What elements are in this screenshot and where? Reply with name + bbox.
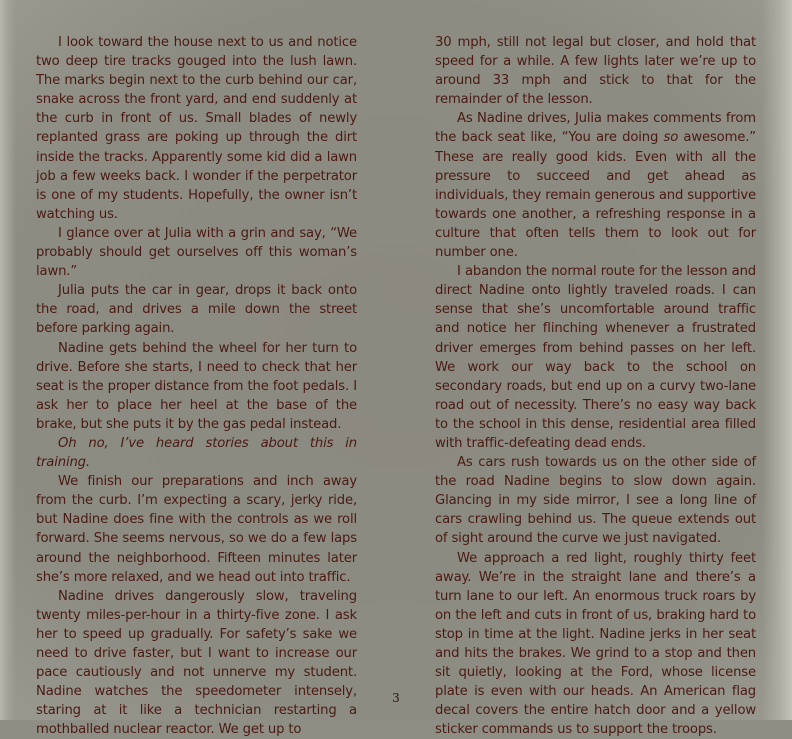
paragraph (435, 109, 756, 262)
right-text-column (435, 33, 756, 739)
left-text-column (36, 33, 357, 739)
italic-thought-paragraph: Oh no, I’ve heard stories about this in training. (36, 435, 357, 471)
paragraph: I glance over at Julia with a grin and say, “We probably should get ourselves off this woman’s lawn.” (36, 225, 357, 280)
paragraph-text: As Nadine drives, Julia makes comments from the back seat like, “You are doing (435, 111, 756, 146)
paragraph-continued: 30 mph, still not legal but closer, and hold that speed for a while. A few lights later we’re up to around 33 mph and stick to that for the remainder of the lesson. (435, 35, 756, 108)
paragraph: As cars rush towards us on the other side of the road Nadine begins to slow down again. Glancing in my side mirror, I see a long line of cars crawling behind us. The queue extends out of sight around the curve we just navigated. (435, 455, 756, 547)
paragraph: I abandon the normal route for the lesson and direct Nadine onto lightly traveled roads. I can sense that she’s uncomfortable around traffic and notice her flinching whenever a frustrated driver emerges from behind passes on her left. We work our way back to the school on secondary roads, but end up on a curvy two-lane road out of necessity. There’s no easy way back to the school in this dense, residential area filled with traffic-defeating dead ends. (435, 264, 756, 451)
paragraph: Nadine gets behind the wheel for her turn to drive. Before she starts, I need to check that her seat is the proper distance from the foot pedals. I ask her to place her heel at the base of the brake, but she puts it by the gas pedal instead. (36, 340, 357, 432)
paragraph-text: awesome.” These are really good kids. Even with all the pressure to succeed and get ahead as individuals, they remain generous and supportive towards one another, a refreshing response in a culture that often tells them to look out for number one. (435, 130, 756, 261)
page-number: 3 (392, 691, 400, 705)
paragraph: I look toward the house next to us and notice two deep tire tracks gouged into the lush lawn. The marks begin next to the curb behind our car, snake across the front yard, and end suddenly at the curb in front of us. Small blades of newly replanted grass are poking up through the dirt inside the tracks. Apparently some kid did a lawn job a few weeks back. I wonder if the perpetrator is one of my students. Hopefully, the owner isn’t watching us. (36, 35, 357, 222)
emphasis-text: so (663, 130, 679, 146)
paragraph: We finish our preparations and inch away from the curb. I’m expecting a scary, jerky ride, but Nadine does fine with the controls as we roll forward. She seems nervous, so we do a few laps around the neighborhood. Fifteen minutes later she’s more relaxed, and we head out into traffic. (36, 474, 357, 585)
page-edge-left (0, 0, 16, 720)
paragraph: Nadine drives dangerously slow, traveling twenty miles-per-hour in a thirty-five zone. I ask her to speed up gradually. For safety’s sake we need to drive faster, but I want to increase our pace cautiously and not unnerve my student. Nadine watches the speedometer intensely, staring at it like a technician restarting a mothballed nuclear reactor. We get up to (36, 588, 357, 738)
page-edge-right (762, 0, 792, 720)
paragraph: Julia puts the car in gear, drops it back onto the road, and drives a mile down the street before parking again. (36, 283, 357, 337)
paragraph: We approach a red light, roughly thirty feet away. We’re in the straight lane and there’s a turn lane to our left. An enormous truck roars by on the left and cuts in front of us, braking hard to stop in time at the light. Nadine jerks in her seat and hits the brakes. We grind to a stop and then sit quietly, looking at the Ford, whose license plate is even with our heads. An American flag decal covers the entire hatch door and a yellow sticker commands us to support the troops. (435, 550, 756, 738)
